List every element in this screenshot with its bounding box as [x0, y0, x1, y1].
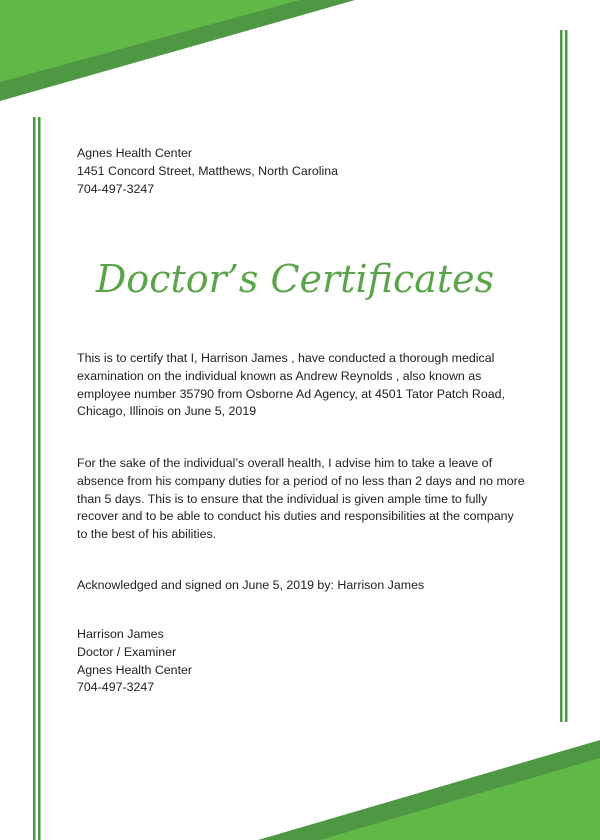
- text-line: This is to certify that I, Harrison James , have conducted a thorough medical: [77, 351, 495, 365]
- clinic-phone: 704-497-3247: [77, 181, 155, 196]
- text-line: employee number 35790 from Osborne Ad Agency, at 4501 Tator Patch Road,: [77, 386, 505, 401]
- advice-paragraph: [77, 455, 525, 544]
- signer-name: Harrison James: [77, 627, 164, 641]
- left-border-line: [33, 117, 36, 840]
- text-line: recover and to be able to conduct his duties and responsibilities at the company: [77, 509, 514, 524]
- clinic-header: [77, 145, 338, 198]
- text-line: absence from his company duties for a period of no less than 2 days and no more: [77, 473, 525, 488]
- left-border-line: [38, 117, 41, 840]
- clinic-name: Agnes Health Center: [77, 146, 193, 160]
- signature-block: [77, 626, 192, 697]
- signer-title: Doctor / Examiner: [77, 644, 177, 659]
- top-light-band: [0, 0, 300, 82]
- right-border-line: [560, 30, 563, 722]
- text-line: examination on the individual known as Andrew Reynolds , also known as: [77, 368, 482, 383]
- certification-paragraph: [77, 350, 505, 421]
- text-line: Chicago, Illinois on June 5, 2019: [77, 404, 257, 419]
- right-border-line: [565, 30, 568, 722]
- text-line: to the best of his abilities.: [77, 527, 217, 542]
- acknowledgement-text: Acknowledged and signed on June 5, 2019 by: Harrison James: [77, 578, 425, 592]
- text-line: For the sake of the individual’s overall health, I advise him to take a leave of: [77, 456, 493, 470]
- signer-organization: Agnes Health Center: [77, 662, 193, 677]
- acknowledgement: [77, 577, 424, 595]
- signer-phone: 704-497-3247: [77, 680, 155, 695]
- text-line: than 5 days. This is to ensure that the individual is given ample time to fully: [77, 491, 488, 506]
- certificate-title: Doctor’s Certificates: [95, 257, 495, 301]
- clinic-address: 1451 Concord Street, Matthews, North Carolina: [77, 163, 339, 178]
